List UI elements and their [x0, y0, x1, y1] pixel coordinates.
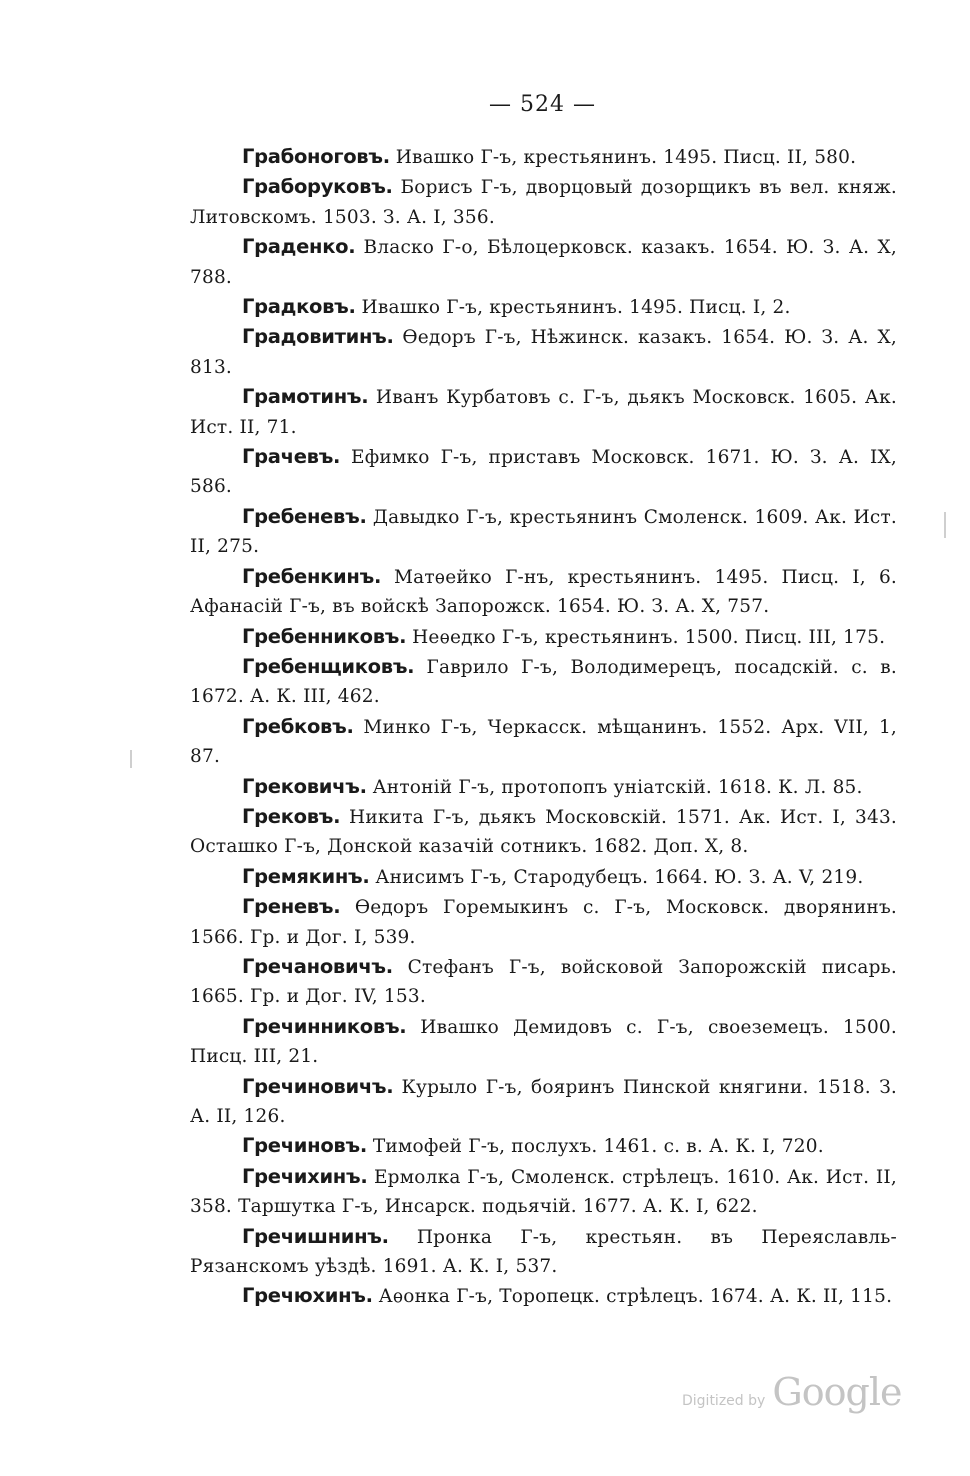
dictionary-entry: [190, 1012, 897, 1072]
entry-text: Стефанъ Г-ъ, войсковой Запорожскій писарь. 1665. Гр. и Дог. IV, 153.: [190, 956, 897, 1008]
watermark-google-logo: Google: [772, 1370, 902, 1414]
entry-text: Минко Г-ъ, Черкасск. мѣщанинъ. 1552. Арх. VII, 1, 87.: [190, 716, 897, 768]
entry-text: Ивашко Г-ъ, крестьянинъ. 1495. Писц. I, 2.: [361, 297, 791, 319]
entry-headword: Гречихинъ.: [242, 1164, 368, 1188]
entry-headword: Грековичъ.: [242, 774, 367, 798]
entry-text: Борисъ Г-ъ, дворцовый дозорщикъ въ вел. княж. Литовскомъ. 1503. З. А. I, 356.: [190, 177, 897, 228]
dictionary-entry: [190, 502, 897, 562]
entry-text: Ефимко Г-ъ, приставъ Московск. 1671. Ю. З. А. IX, 586.: [190, 447, 897, 498]
dictionary-entry: [190, 862, 897, 892]
entry-text: Антоній Г-ъ, протопопъ уніатскій. 1618. К. Л. 85.: [372, 776, 863, 798]
dictionary-entry: [190, 1281, 897, 1311]
entry-headword: Грамотинъ.: [242, 385, 369, 409]
entry-text: Ермолка Г-ъ, Смоленск. стрѣлецъ. 1610. Ак. Ист. II, 358. Таршутка Г-ъ, Инсарск. подьячій. 1677. А. К. I, 622.: [190, 1166, 897, 1218]
dictionary-entry: [190, 1072, 897, 1132]
entry-headword: Гребенщиковъ.: [242, 654, 415, 678]
dictionary-entry: [190, 712, 897, 772]
dictionary-entry: [190, 232, 897, 292]
entry-headword: Грековъ.: [242, 804, 341, 828]
entry-text: Ивашко Демидовъ с. Г-ъ, своеземецъ. 1500. Писц. III, 21.: [190, 1016, 897, 1068]
entry-headword: Грабоноговъ.: [242, 145, 390, 168]
dictionary-entry: [190, 802, 897, 862]
watermark-digitized-text: Digitized by: [682, 1393, 766, 1409]
dictionary-entry: [190, 1131, 897, 1161]
dictionary-entry: [190, 952, 897, 1012]
entry-text: Давыдко Г-ъ, крестьянинъ Смоленск. 1609. Ак. Ист. II, 275.: [190, 506, 897, 558]
entry-text: Иванъ Курбатовъ с. Г-ъ, дьякъ Московск. 1605. Ак. Ист. II, 71.: [190, 387, 897, 438]
entry-headword: Гребковъ.: [242, 714, 354, 738]
dictionary-entry: [190, 772, 897, 802]
entry-text: Ѳедоръ Горемыкинъ с. Г-ъ, Московск. дворянинъ. 1566. Гр. и Дог. I, 539.: [190, 897, 897, 948]
page-number: — 524 —: [489, 92, 596, 117]
dictionary-entry: [190, 1222, 897, 1282]
entry-headword: Гречановичъ.: [242, 954, 393, 978]
entry-text: Власко Г-о, Бѣлоцерковск. казакъ. 1654. Ю. З. А. X, 788.: [190, 237, 897, 288]
dictionary-entry: [190, 382, 897, 442]
dictionary-entry: [190, 562, 897, 622]
entry-headword: Гребенкинъ.: [242, 564, 382, 588]
entry-headword: Гречиновъ.: [242, 1134, 367, 1158]
entry-headword: Гречишнинъ.: [242, 1224, 389, 1248]
entry-headword: Гречюхинъ.: [242, 1284, 373, 1308]
entry-headword: Градовитинъ.: [242, 325, 394, 349]
entry-headword: Граборуковъ.: [242, 175, 393, 199]
dictionary-entry: [190, 442, 897, 502]
entry-text: Никита Г-ъ, дьякъ Московскій. 1571. Ак. Ист. I, 343. Осташко Г-ъ, Донской казачій сотникъ. 1682. Доп. X, 8.: [190, 806, 897, 858]
dictionary-entry: [190, 652, 897, 712]
entry-headword: Гребенниковъ.: [242, 624, 407, 648]
dictionary-entry: [190, 142, 897, 172]
entry-text: Ивашко Г-ъ, крестьянинъ. 1495. Писц. II, 580.: [395, 147, 857, 168]
entry-text: Матѳейко Г-нъ, крестьянинъ. 1495. Писц. I, 6. Афанасій Г-ъ, въ войскѣ Запорожск. 1654. Ю. З. А. X, 757.: [190, 566, 897, 618]
entry-text: Неѳедко Г-ъ, крестьянинъ. 1500. Писц. III, 175.: [412, 626, 886, 648]
margin-speck: [944, 512, 946, 538]
entry-text: Пронка Г-ъ, крестьян. въ Переяславль-Рязанскомъ уѣздѣ. 1691. А. К. I, 537.: [190, 1226, 897, 1278]
entry-text: Курыло Г-ъ, бояринъ Пинской княгини. 1518. З. А. II, 126.: [190, 1076, 898, 1127]
entry-headword: Греневъ.: [242, 895, 341, 919]
entry-text: Анисимъ Г-ъ, Стародубецъ. 1664. Ю. З. А. V, 219.: [375, 866, 864, 888]
dictionary-entry: [190, 172, 897, 232]
digitized-by-google-watermark: [682, 1370, 902, 1420]
dictionary-entries: [190, 142, 897, 1312]
dictionary-entry: [190, 292, 897, 322]
entry-headword: Градковъ.: [242, 295, 356, 319]
entry-headword: Гребеневъ.: [242, 504, 367, 528]
entry-headword: Гречинниковъ.: [242, 1014, 407, 1038]
entry-headword: Граденко.: [242, 235, 356, 259]
entry-headword: Гречиновичъ.: [242, 1074, 394, 1098]
dictionary-entry: [190, 622, 897, 652]
entry-text: Гаврило Г-ъ, Володимерецъ, посадскій. с. в. 1672. А. К. III, 462.: [190, 656, 897, 708]
entry-text: Тимофей Г-ъ, послухъ. 1461. с. в. А. К. I, 720.: [372, 1136, 824, 1158]
dictionary-entry: [190, 1162, 897, 1222]
dictionary-entry: [190, 892, 897, 952]
entry-text: Ѳедоръ Г-ъ, Нѣжинск. казакъ. 1654. Ю. З. А. X, 813.: [190, 327, 897, 378]
entry-headword: Гремякинъ.: [242, 864, 370, 888]
dictionary-entry: [190, 322, 897, 382]
entry-headword: Грачевъ.: [242, 445, 341, 469]
entry-text: Аѳонка Г-ъ, Торопецк. стрѣлецъ. 1674. А. К. II, 115.: [378, 1286, 893, 1308]
margin-speck: [130, 750, 132, 768]
